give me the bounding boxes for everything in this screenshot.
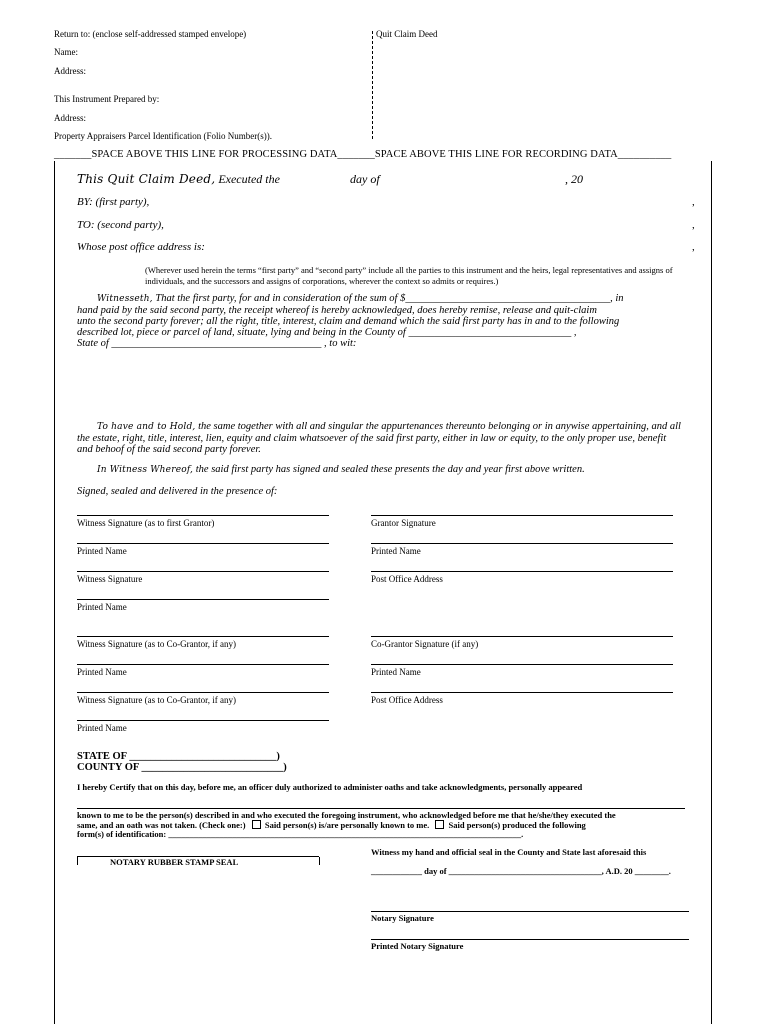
printed-name-line-2[interactable] (77, 599, 329, 600)
witnesseth-line-1: That the first party, for and in consideration of the sum of $_______________________________________, in (155, 293, 624, 304)
witness-signature-label-3: Witness Signature (as to Co-Grantor, if any) (77, 639, 236, 649)
grantor-address-line[interactable] (371, 571, 673, 572)
deed-title-script: This Quit Claim Deed, (77, 172, 216, 186)
checkbox-known[interactable] (252, 820, 261, 829)
witness-signature-line-2[interactable] (77, 571, 329, 572)
printed-name-line-4[interactable] (77, 720, 329, 721)
printed-name-label-4: Printed Name (77, 723, 127, 733)
in-witness-script: In Witness Whereof, (97, 465, 194, 475)
grantor-signature-line[interactable] (371, 515, 673, 516)
seal-box-left (77, 857, 78, 865)
witnesseth-line-3: unto the second party forever; all the right, title, interest, claim and demand which the said first party has in and to the following (77, 316, 620, 327)
known-line-1: known to me to be the person(s) described in and who executed the foregoing instrument, who acknowledged before me that he/she/they executed the (77, 810, 616, 820)
grantor-signature-label: Grantor Signature (371, 518, 436, 528)
quit-claim-deed-heading: Quit Claim Deed (376, 29, 438, 39)
co-grantor-signature-line[interactable] (371, 636, 673, 637)
notary-stamp-seal-label: NOTARY RUBBER STAMP SEAL (110, 857, 239, 867)
right-border (711, 161, 712, 1024)
co-grantor-address-label: Post Office Address (371, 695, 443, 705)
co-grantor-printed-name-line[interactable] (371, 664, 673, 665)
definition-note: (Wherever used herein the terms “first party” and “second party” include all the parties to this instrument and the heirs, legal representatives and assigns of individuals, and the successors and assigns of corporations, wherever the context so admits or requires.) (145, 265, 673, 286)
seal-box-right (319, 857, 320, 865)
witness-hand-text: Witness my hand and official seal in the County and State last aforesaid this (371, 847, 647, 857)
co-grantor-signature-label: Co-Grantor Signature (if any) (371, 639, 479, 649)
witness-signature-label-1: Witness Signature (as to first Grantor) (77, 518, 215, 528)
whose-comma: , (692, 241, 695, 253)
signed-sealed-label: Signed, sealed and delivered in the presence of: (77, 486, 278, 497)
certify-text: I hereby Certify that on this day, before me, an officer duly authorized to administer oaths and take acknowledgments, personally appeared (77, 782, 583, 792)
habendum-line-1: the same together with all and singular the appurtenances thereunto belonging or in anywise appertaining, and all (198, 421, 681, 432)
witness-signature-line-3[interactable] (77, 636, 329, 637)
witness-signature-line-4[interactable] (77, 692, 329, 693)
printed-name-label-1: Printed Name (77, 546, 127, 556)
prepared-by-label: This Instrument Prepared by: (54, 94, 160, 104)
co-grantor-address-line[interactable] (371, 692, 673, 693)
habendum-script: To have and to Hold, (97, 422, 196, 432)
in-witness-text: the said first party has signed and sealed these presents the day and year first above written. (195, 464, 585, 475)
checkbox-produced-label: Said person(s) produced the following (448, 820, 586, 830)
return-to-label: Return to: (enclose self-addressed stamped envelope) (54, 29, 247, 39)
habendum-line-2: the estate, right, title, interest, lien, equity and claim whatsoever of the said first party, either in law or equity, to the only proper use, benefit (77, 433, 667, 444)
witnesseth-line-4: described lot, piece or parcel of land, situate, lying and being in the County of _______________________________ , (77, 327, 577, 338)
identification-line: form(s) of identification: ___________________________________________________________________________________. (77, 829, 524, 839)
name-label: Name: (54, 47, 78, 57)
by-comma: , (692, 196, 695, 208)
address-label: Address: (54, 66, 86, 76)
day-of-line: ____________ day of ____________________________________, A.D. 20 ________. (371, 866, 671, 876)
appeared-name-line[interactable] (77, 808, 685, 809)
notary-signature-label: Notary Signature (371, 913, 434, 923)
grantor-printed-name-line[interactable] (371, 543, 673, 544)
left-border (54, 161, 55, 1024)
state-of-line: STATE OF ____________________________) (77, 751, 280, 762)
by-first-party: BY: (first party), (77, 196, 150, 208)
grantor-printed-name-label: Printed Name (371, 546, 421, 556)
printed-name-label-3: Printed Name (77, 667, 127, 677)
executed-label: Executed the (218, 172, 280, 186)
header-divider (372, 31, 373, 139)
notary-signature-line[interactable] (371, 911, 689, 912)
printed-name-label-2: Printed Name (77, 602, 127, 612)
folio-label: Property Appraisers Parcel Identification (Folio Number(s)). (54, 131, 272, 141)
printed-notary-line[interactable] (371, 939, 689, 940)
processing-line: _______SPACE ABOVE THIS LINE FOR PROCESSING DATA_______SPACE ABOVE THIS LINE FOR RECORDING DATA__________ (54, 149, 672, 160)
witness-signature-label-2: Witness Signature (77, 574, 143, 584)
witnesseth-script: Witnesseth, (97, 294, 153, 304)
whose-address: Whose post office address is: (77, 241, 205, 253)
day-of-label: day of (350, 172, 380, 186)
co-grantor-printed-name-label: Printed Name (371, 667, 421, 677)
to-comma: , (692, 219, 695, 231)
checkbox-known-label: Said person(s) is/are personally known to me. (264, 820, 430, 830)
witnesseth-line-5: State of ________________________________________ , to wit: (77, 338, 357, 349)
checkbox-produced[interactable] (435, 820, 444, 829)
habendum-line-3: and behoof of the said second party forever. (77, 444, 261, 455)
known-line-2: same, and an oath was not taken. (Check one:) (77, 820, 246, 830)
witness-signature-label-4: Witness Signature (as to Co-Grantor, if any) (77, 695, 236, 705)
county-of-line: COUNTY OF ___________________________) (77, 762, 287, 773)
to-second-party: TO: (second party), (77, 219, 164, 231)
printed-name-line-1[interactable] (77, 543, 329, 544)
grantor-address-label: Post Office Address (371, 574, 443, 584)
witnesseth-line-2: hand paid by the said second party, the receipt whereof is hereby acknowledged, does hereby remise, release and quit-claim (77, 305, 597, 316)
preparer-address-label: Address: (54, 113, 86, 123)
printed-name-line-3[interactable] (77, 664, 329, 665)
year-label: , 20 (565, 172, 583, 186)
witness-signature-line-1[interactable] (77, 515, 329, 516)
printed-notary-label: Printed Notary Signature (371, 941, 464, 951)
